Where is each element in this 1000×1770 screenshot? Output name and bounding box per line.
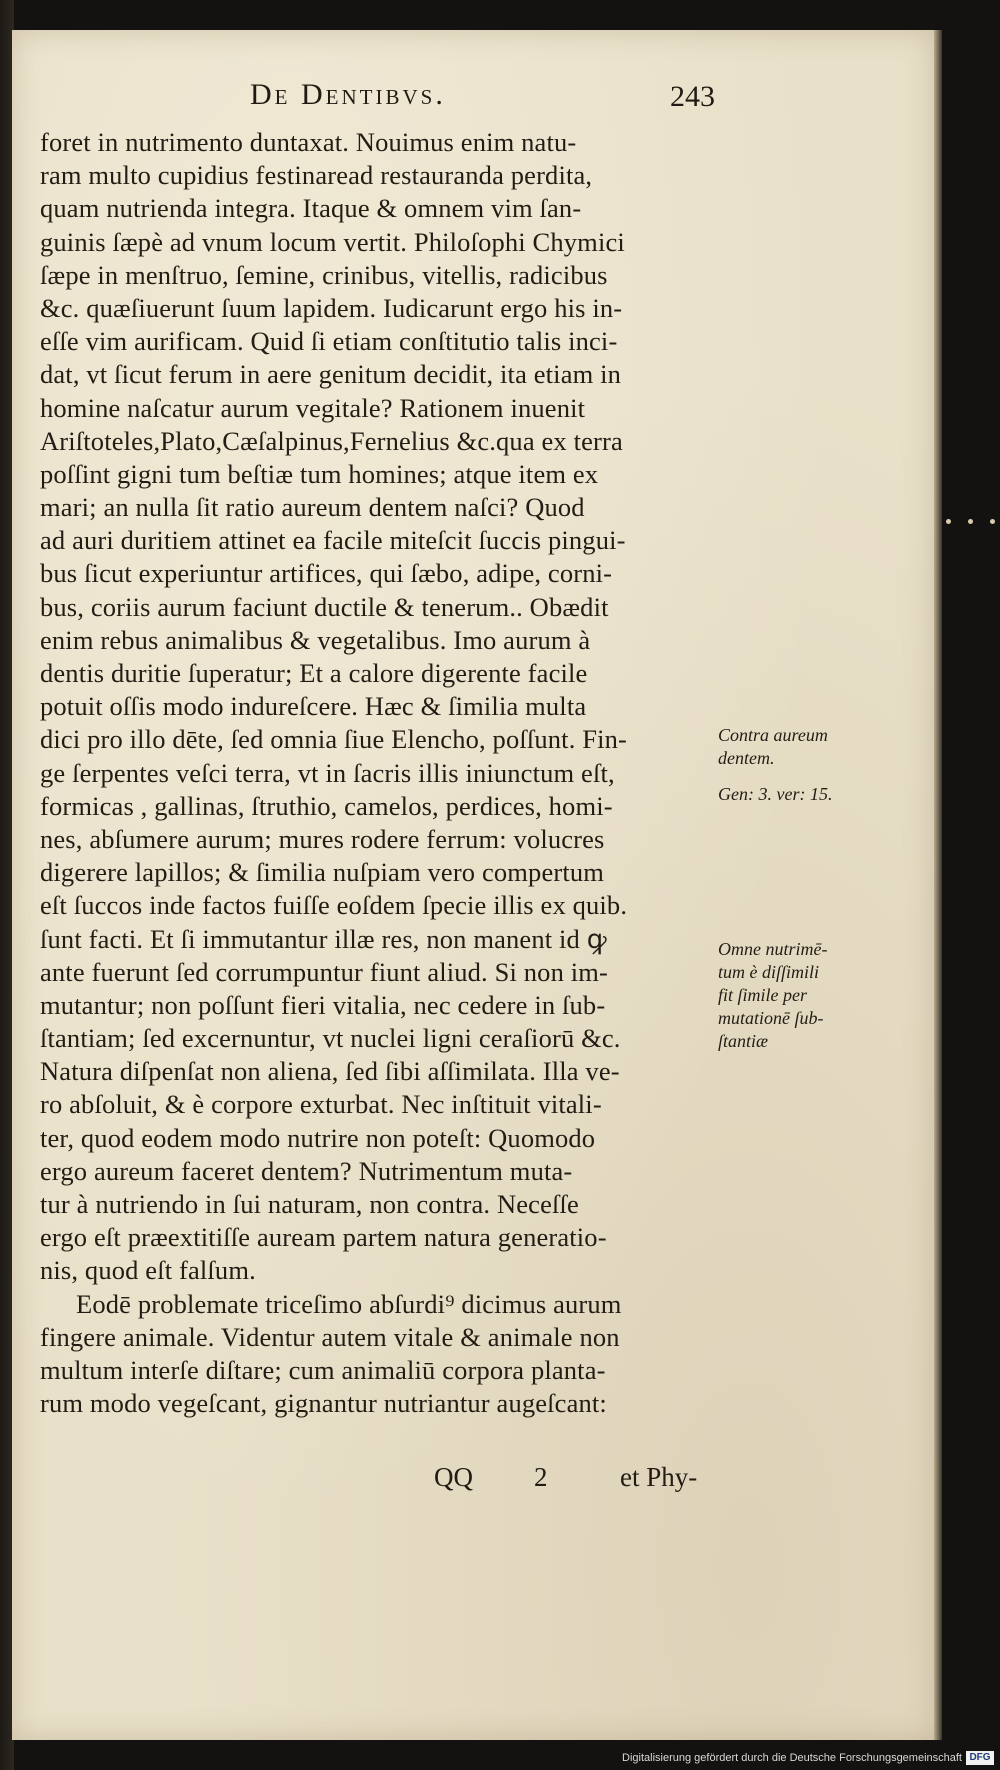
text-line: ram multo cupidius festinaread restauranda perdita,: [40, 160, 593, 191]
signature-number: 2: [534, 1462, 548, 1492]
text-line: bus ſicut experiuntur artifices, qui ſæbo, adipe, corni-: [40, 558, 613, 589]
marginal-note-line: fit ſimile per: [718, 985, 807, 1005]
text-line: bus, coriis aurum faciunt ductile & tenerum.. Obædit: [40, 591, 609, 622]
marginal-note-line: Gen: 3. ver: 15.: [718, 784, 833, 804]
text-line: ſunt facti. Et ſi immutantur illæ res, non manent id ꝙ: [40, 923, 607, 954]
text-line: dici pro illo dēte, ſed omnia ſiue Elencho, poſſunt. Fin-: [40, 724, 628, 755]
text-line: ter, quod eodem modo nutrire non poteſt: Quomodo: [40, 1122, 596, 1153]
text-line: formicas , gallinas, ſtruthio, camelos, perdices, homi-: [40, 790, 613, 821]
text-line: fingere animale. Videntur autem vitale & animale non: [40, 1321, 620, 1352]
text-line: nes, abſumere aurum; mures rodere ferrum: volucres: [40, 823, 605, 854]
running-head: De Dentibvs.: [250, 78, 446, 111]
page-number: 243: [670, 80, 715, 113]
text-line: dentis duritie ſuperatur; Et a calore digerente facile: [40, 658, 588, 688]
text-line: dat, vt ſicut ferum in aere genitum decidit, ita etiam in: [40, 359, 622, 390]
marginal-note-genesis-reference: [718, 783, 918, 806]
text-line: ad auri duritiem attinet ea facile miteſcit ſuccis pingui-: [40, 525, 626, 556]
signature-mark: QQ: [434, 1462, 473, 1492]
text-line: guinis ſæpè ad vnum locum vertit. Philoſophi Chymici: [40, 226, 625, 257]
text-line: potuit oſſis modo indureſcere. Hæc & ſimilia multa: [40, 691, 587, 722]
text-line: ergo aureum faceret dentem? Nutrimentum muta-: [40, 1155, 573, 1186]
text-line: rum modo vegeſcant, gignantur nutriantur augeſcant:: [40, 1388, 607, 1419]
marginal-note-omne-nutrimentum: [718, 938, 918, 1053]
marginal-note-line: mutationē ſub-: [718, 1008, 824, 1028]
text-line: poſſint gigni tum beſtiæ tum homines; atque item ex: [40, 458, 599, 489]
digitization-credit: Digitalisierung gefördert durch die Deutsche Forschungsgemeinschaft: [622, 1752, 962, 1764]
text-line: homine naſcatur aurum vegitale? Rationem inuenit: [40, 392, 586, 423]
text-line: digerere lapillos; & ſimilia nuſpiam vero compertum: [40, 857, 605, 888]
text-line: enim rebus animalibus & vegetalibus. Imo aurum à: [40, 624, 591, 655]
text-line: mari; an nulla ſit ratio aureum dentem naſci? Quod: [40, 492, 585, 523]
text-line: eſt ſuccos inde factos fuiſſe eoſdem ſpecie illis ex quib.: [40, 890, 628, 921]
marginal-note-line: Contra aureum: [718, 725, 828, 745]
dfg-logo: DFG: [966, 1751, 994, 1765]
text-line: ge ſerpentes veſci terra, vt in ſacris illis iniunctum eſt,: [40, 757, 615, 788]
text-line: ſæpe in menſtruo, ſemine, crinibus, vitellis, radicibus: [40, 259, 608, 290]
text-line: ergo eſt præextitiſſe auream partem natura generatio-: [40, 1222, 607, 1253]
marginal-note-line: Omne nutrimē-: [718, 939, 828, 959]
text-line: ante fuerunt ſed corrumpuntur fiunt aliud. Si non im-: [40, 956, 609, 987]
text-line: foret in nutrimento duntaxat. Nouimus enim natu-: [40, 127, 577, 157]
text-line: eſſe vim aurificam. Quid ſi etiam conſtitutio talis inci-: [40, 326, 618, 357]
text-line: ſtantiam; ſed excernuntur, vt nuclei ligni ceraſiorū &c.: [40, 1023, 621, 1054]
page-edge-shadow: [934, 30, 942, 1740]
text-line: Natura diſpenſat non aliena, ſed ſibi aſſimilata. Illa ve-: [40, 1056, 620, 1087]
text-line: tur à nutriendo in ſui naturam, non contra. Neceſſe: [40, 1189, 579, 1219]
marginal-note-contra-aureum: [718, 724, 918, 770]
text-line: &c. quæſiuerunt ſuum lapidem. Iudicarunt ergo his in-: [40, 292, 623, 323]
text-line: quam nutrienda integra. Itaque & omnem vim ſan-: [40, 193, 582, 224]
body-text: [40, 126, 720, 1420]
text-line: nis, quod eſt falſum.: [40, 1255, 256, 1286]
marginal-note-line: tum è diſſimili: [718, 962, 819, 982]
text-line: Ariſtoteles,Plato,Cæſalpinus,Fernelius &c.qua ex terra: [40, 425, 623, 456]
text-line: multum interſe diſtare; cum animaliū corpora planta-: [40, 1354, 606, 1385]
paragraph-first-line: Eodē problemate triceſimo abſurdi⁹ dicimus aurum: [76, 1288, 622, 1319]
text-line: ro abſoluit, & è corpore exturbat. Nec inſtituit vitali-: [40, 1089, 602, 1120]
background-specks: [946, 519, 1000, 527]
marginal-note-line: dentem.: [718, 748, 775, 768]
marginal-note-line: ſtantiæ: [718, 1031, 769, 1051]
text-line: mutantur; non poſſunt fieri vitalia, nec cedere in ſub-: [40, 989, 606, 1020]
catchword: et Phy-: [620, 1462, 698, 1492]
